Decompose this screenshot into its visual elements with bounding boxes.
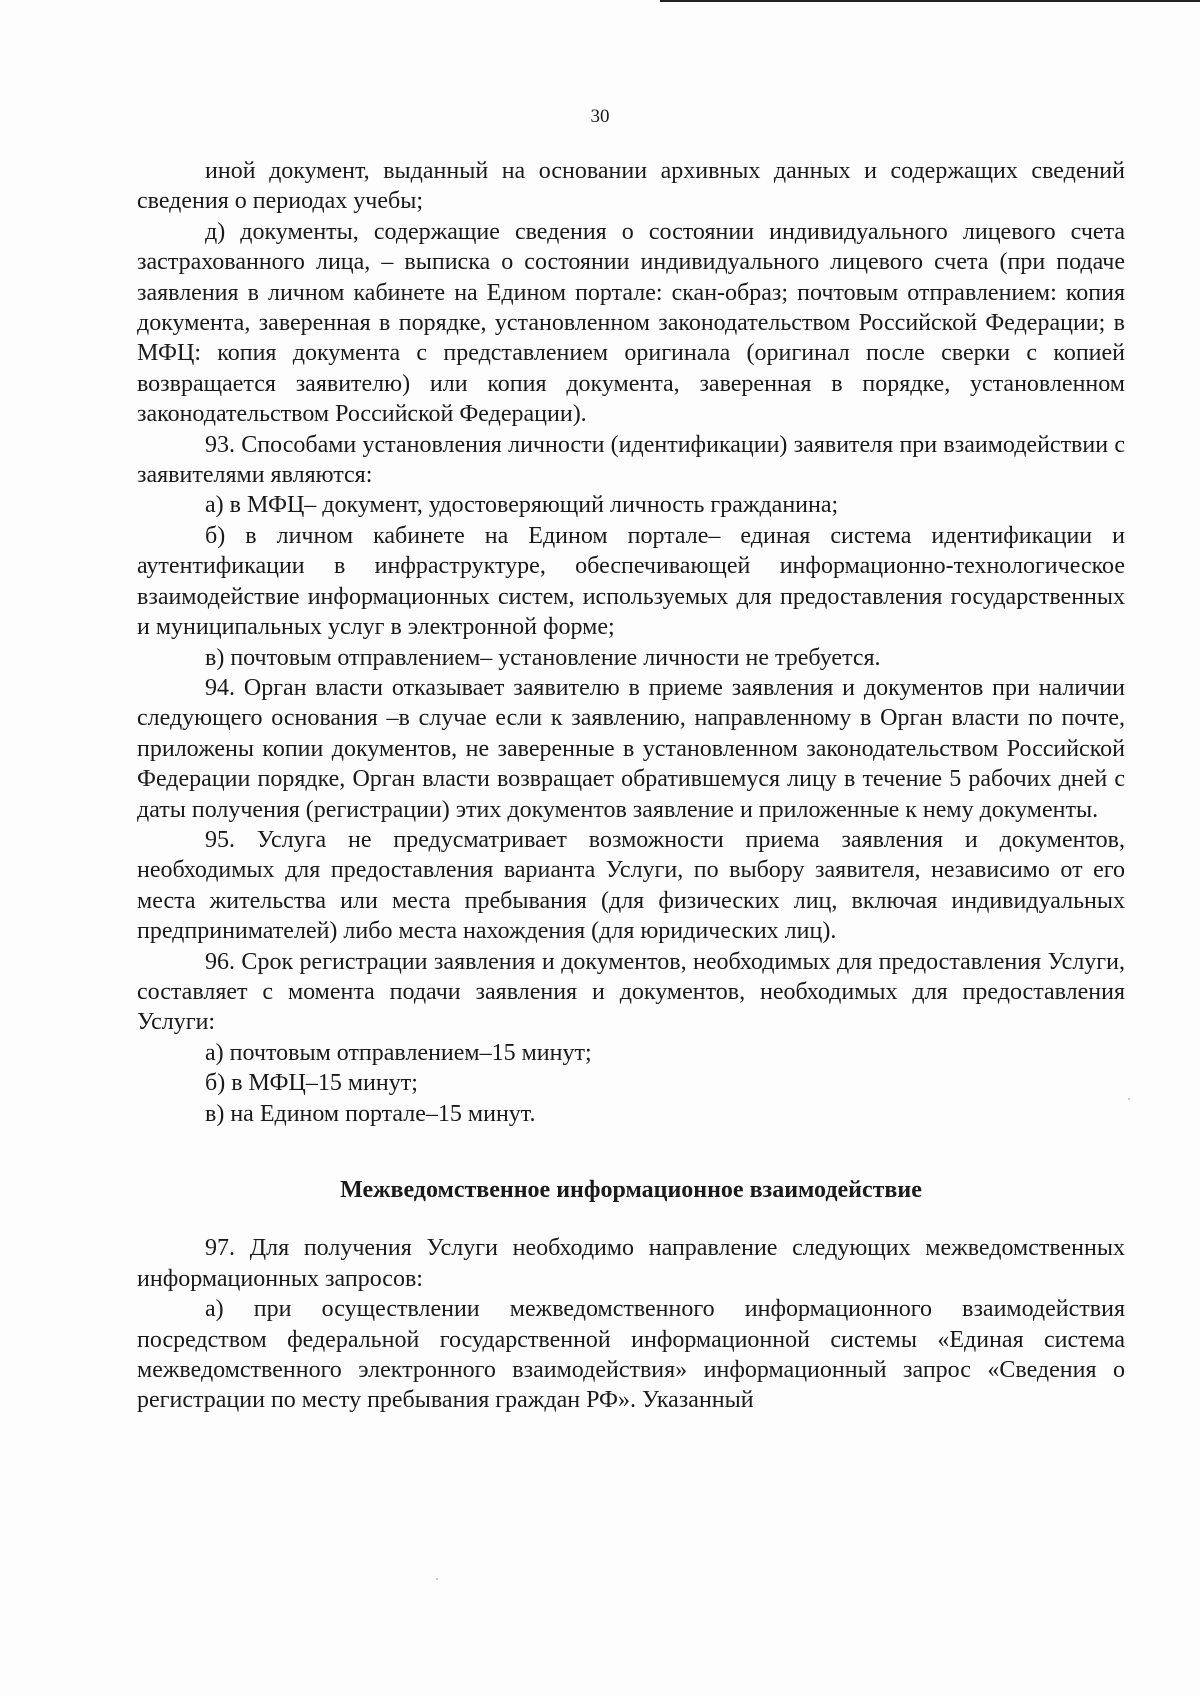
paragraph-93-identification-methods: 93. Способами установления личности (идентификации) заявителя при взаимодействии с заявителями являются:: [137, 431, 1125, 489]
paragraph-96-item-v: в) на Едином портале–15 минут.: [205, 1100, 536, 1127]
paragraph-95-extraterritorial: 95. Услуга не предусматривает возможности приема заявления и документов, необходимых для предоставления варианта Услуги, по выбору заявителя, независимо от его места жительства или места пребывания (для физических лиц, включая индивидуальных предпринимателей) либо места нахождения (для юридических лиц).: [137, 826, 1125, 945]
paragraph-93-item-a: а) в МФЦ– документ, удостоверяющий личность гражданина;: [205, 492, 839, 519]
top-scan-edge-line: [660, 0, 1200, 2]
scan-speck: [436, 1578, 438, 1580]
section-heading: Межведомственное информационное взаимодействие: [340, 1177, 922, 1203]
scan-speck: [1128, 1098, 1130, 1100]
paragraph-96-item-a: а) почтовым отправлением–15 минут;: [205, 1039, 592, 1066]
paragraph-94-refusal-grounds: 94. Орган власти отказывает заявителю в приеме заявления и документов при наличии следующего основания –в случае если к заявлению, направленному в Орган власти по почте, приложены копии документов, не заверенные в установленном законодательством Российской Федерации порядке, Орган власти возвращает обратившемуся лицу в течение 5 рабочих дней с даты получения (регистрации) этих документов заявление и приложенные к нему документы.: [137, 674, 1125, 823]
paragraph-96-registration-period: 96. Срок регистрации заявления и документов, необходимых для предоставления Услуги, составляет с момента подачи заявления и документов, необходимых для предоставления Услуги:: [137, 948, 1125, 1036]
document-body: [137, 156, 1125, 1416]
paragraph-97-interagency-requests: 97. Для получения Услуги необходимо направление следующих межведомственных информационных запросов:: [137, 1235, 1125, 1292]
paragraph-96-item-b: б) в МФЦ–15 минут;: [205, 1070, 418, 1097]
paragraph-archive-document-continuation: иной документ, выданный на основании архивных данных и содержащих сведений сведения о периодах учебы;: [137, 158, 1125, 215]
paragraph-97-item-a: а) при осуществлении межведомственного информационного взаимодействия посредством федеральной государственной информационной системы «Единая система межведомственного электронного взаимодействия» информационный запрос «Сведения о регистрации по месту пребывания граждан РФ». Указанный: [137, 1296, 1125, 1414]
paragraph-item-d-personal-account: д) документы, содержащие сведения о состоянии индивидуального лицевого счета застрахованного лица, – выписка о состоянии индивидуального лицевого счета (при подаче заявления в личном кабинете на Едином портале: скан-образ; почтовым отправлением: копия документа, заверенная в порядке, установленном законодательством Российской Федерации; в МФЦ: копия документа с представлением оригинала (оригинал после сверки с копией возвращается заявителю) или копия документа, заверенная в порядке, установленном законодательством Российской Федерации).: [137, 218, 1125, 428]
paragraph-93-item-v: в) почтовым отправлением– установление личности не требуется.: [205, 644, 881, 671]
paragraph-93-item-b: б) в личном кабинете на Едином портале– единая система идентификации и аутентификации в инфраструктуре, обеспечивающей информационно-технологическое взаимодействие информационных систем, используемых для предоставления государственных и муниципальных услуг в электронной форме;: [137, 522, 1125, 641]
page-number: 30: [590, 106, 610, 127]
